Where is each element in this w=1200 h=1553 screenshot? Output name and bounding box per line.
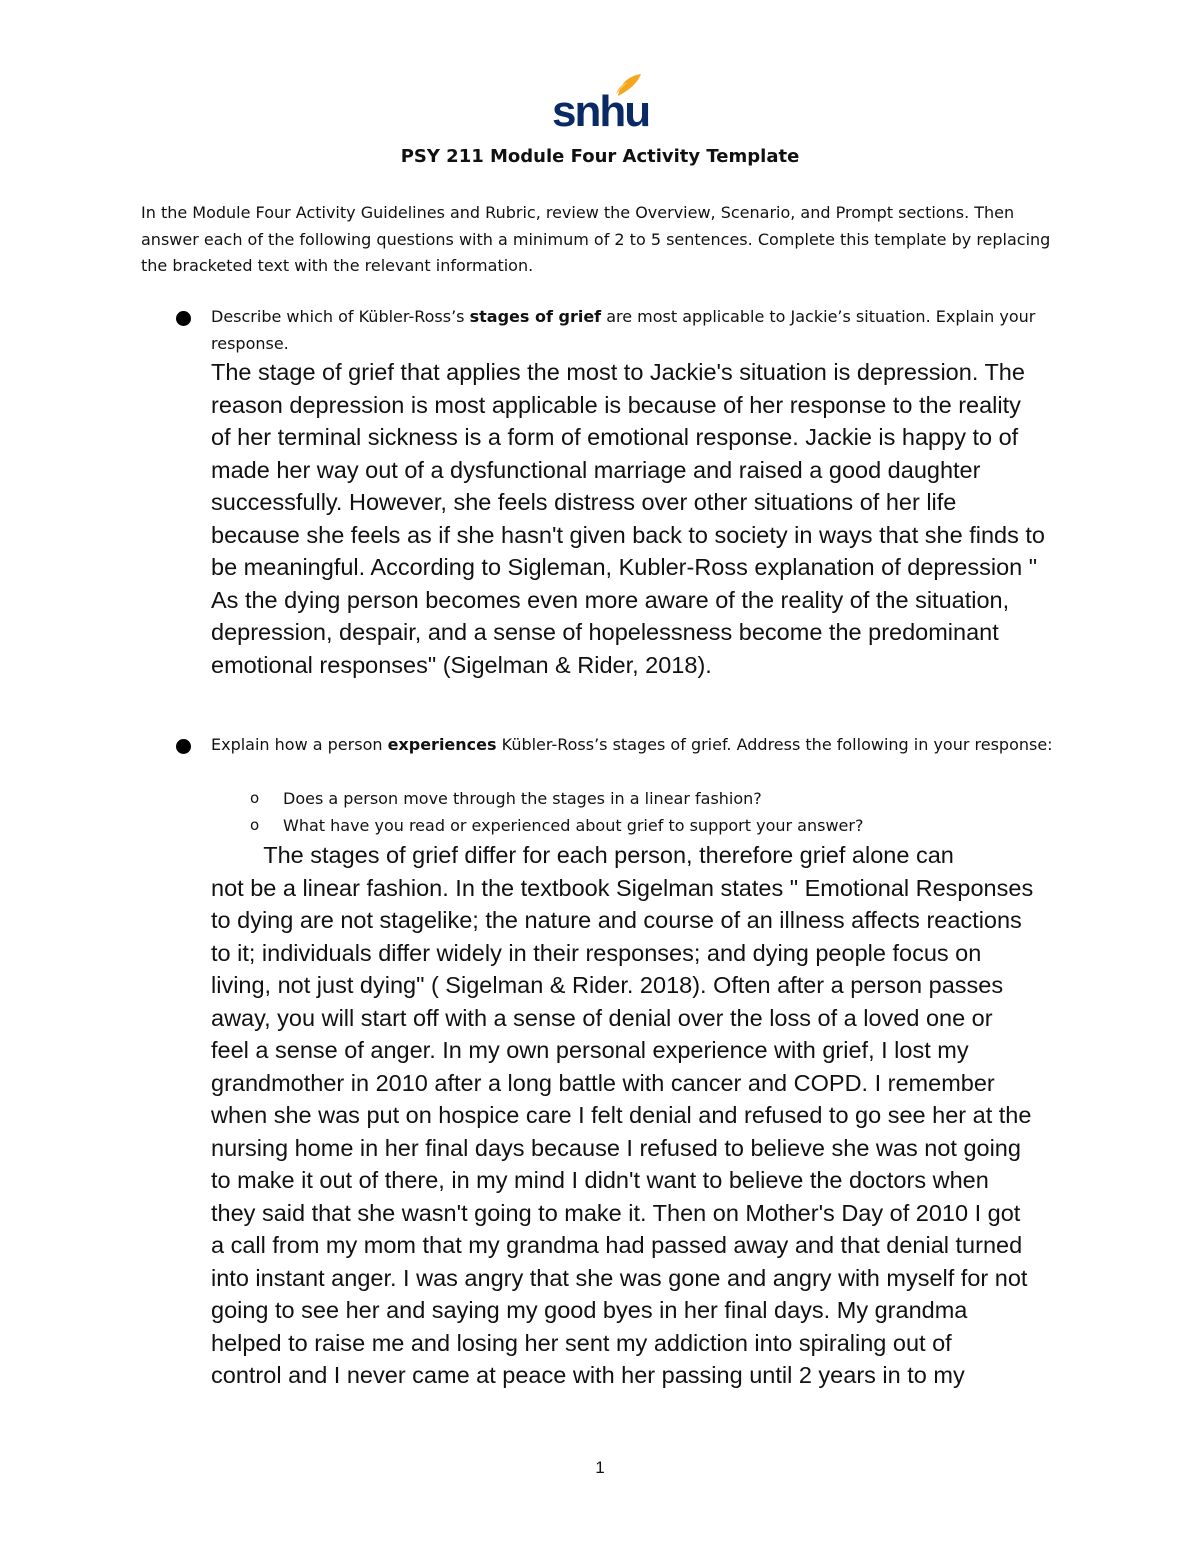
question-1-bold-term: stages of grief [469,307,602,326]
question-2-bold-term: experiences [387,735,497,754]
bullet-icon [176,739,191,754]
intro-paragraph: In the Module Four Activity Guidelines and Rubric, review the Overview, Scenario, and Prompt sections. Then answer each of the following questions with a minimum of 2 to 5 sentences. Complete this template by replacing the bracketed text with the relevant information. [141,203,1051,275]
question-1 [211,303,1061,357]
bullet-icon [176,311,191,326]
question-1-text-start: Describe which of Kübler-Ross’s [211,307,470,326]
sub-question-2: What have you read or experienced about grief to support your answer? [283,816,864,835]
sub-bullet-marker: o [250,789,260,807]
question-2-text-end: Kübler-Ross’s stages of grief. Address the following in your response: [496,735,1053,754]
question-2-text-start: Explain how a person [211,735,388,754]
answer-1: The stage of grief that applies the most to Jackie's situation is depression. The reason depression is most applicable is because of her response to the reality of her terminal sickness is a form of emotional response. Jackie is happy to of made her way out of a dysfunctional marriage and raised a good daughter successfully. However, she feels distress over other situations of her life because she feels as if she hasn't given back to society in ways that she finds to be meaningful. According to Sigleman, Kubler-Ross explanation of depression " As the dying person becomes even more aware of the reality of the situation, depression, despair, and a sense of hopelessness become the predominant emotional responses" (Sigelman & Rider, 2018). [211,359,1045,678]
answer-2: The stages of grief differ for each person, therefore grief alone can not be a linear fashion. In the textbook Sigelman states " Emotional Responses to dying are not stagelike; the nature and course of an illness affects reactions to it; individuals differ widely in their responses; and dying people focus on living, not just dying" ( Sigelman & Rider. 2018). Often after a person passes away, you will start off with a sense of denial over the loss of a loved one or feel a sense of anger. In my own personal experience with grief, I lost my grandmother in 2010 after a long battle with cancer and COPD. I remember when she was put on hospice care I felt denial and refused to go see her at the nursing home in her final days because I refused to believe she was not going to make it out of there, in my mind I didn't want to believe the doctors when they said that she wasn't going to make it. Then on Mother's Day of 2010 I got a call from my mom that my grandma had passed away and that denial turned into instant anger. I was angry that she was gone and angry with myself for not going to see her and saying my good byes in her final days. My grandma helped to raise me and losing her sent my addiction into spiraling out of control and I never came at peace with her passing until 2 years in to my [211,842,1034,1388]
page-number: 1 [595,1458,605,1477]
question-1-text-end: are most applicable to Jackie’s situation. Explain your response. [211,307,1036,353]
snhu-logo [552,72,648,138]
sub-bullet-marker: o [250,816,260,834]
sub-question-1: Does a person move through the stages in a linear fashion? [283,789,762,808]
page-title: PSY 211 Module Four Activity Template [400,146,800,167]
logo-wordmark: snhu [552,87,650,136]
question-2 [211,731,1061,758]
